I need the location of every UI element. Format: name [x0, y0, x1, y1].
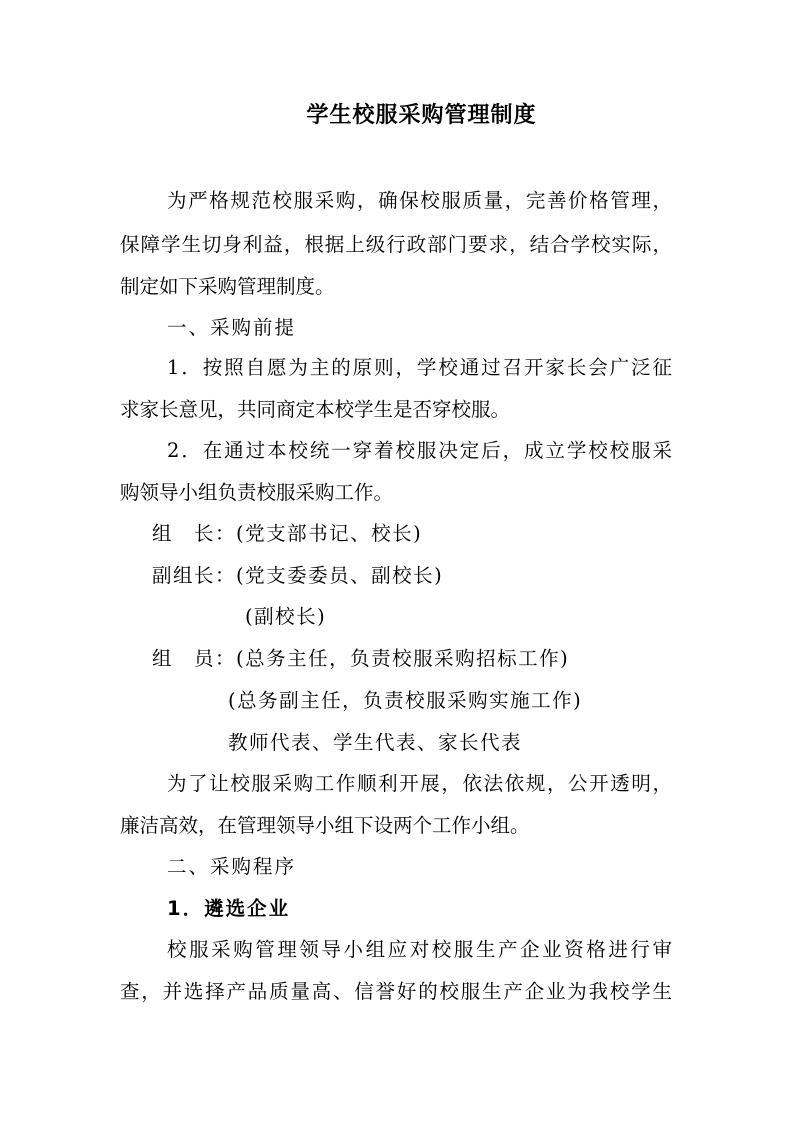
intro-line-1: 为严格规范校服采购，确保校服质量，完善价格管理，	[167, 189, 672, 212]
deputy-line: 副组长：(党支委委员、副校长)	[152, 564, 444, 587]
closing-line-2: 廉洁高效，在管理领导小组下设两个工作小组。	[120, 814, 530, 837]
sub1-line-2: 查，并选择产品质量高、信誉好的校服生产企业为我校学生	[120, 980, 672, 1003]
item2-line-2: 购领导小组负责校服采购工作。	[120, 481, 394, 504]
sub1-line-1: 校服采购管理领导小组应对校服生产企业资格进行审	[167, 938, 672, 961]
section-heading-2: 二、采购程序	[167, 855, 297, 878]
closing-line-1: 为了让校服采购工作顺利开展，依法依规，公开透明，	[167, 772, 672, 795]
leader-line: 组 长：(党支部书记、校长)	[152, 522, 423, 545]
deputy2-line: (副校长)	[245, 605, 327, 628]
member1-line: 组 员：(总务主任，负责校服采购招标工作)	[152, 647, 570, 670]
member3-line: 教师代表、学生代表、家长代表	[228, 731, 523, 754]
item2-line-1: 2．在通过本校统一穿着校服决定后，成立学校校服采	[167, 439, 672, 462]
subsection-heading-1: 1．遴选企业	[167, 897, 291, 920]
intro-line-3: 制定如下采购管理制度。	[120, 275, 335, 298]
item1-line-1: 1．按照自愿为主的原则，学校通过召开家长会广泛征	[167, 356, 672, 379]
section-heading-1: 一、采购前提	[167, 316, 297, 339]
item1-line-2: 求家长意见，共同商定本校学生是否穿校服。	[120, 398, 511, 421]
intro-line-2: 保障学生切身利益，根据上级行政部门要求，结合学校实际，	[120, 233, 672, 256]
member2-line: (总务副主任，负责校服采购实施工作)	[228, 689, 583, 712]
document-title: 学生校服采购管理制度	[306, 103, 537, 128]
